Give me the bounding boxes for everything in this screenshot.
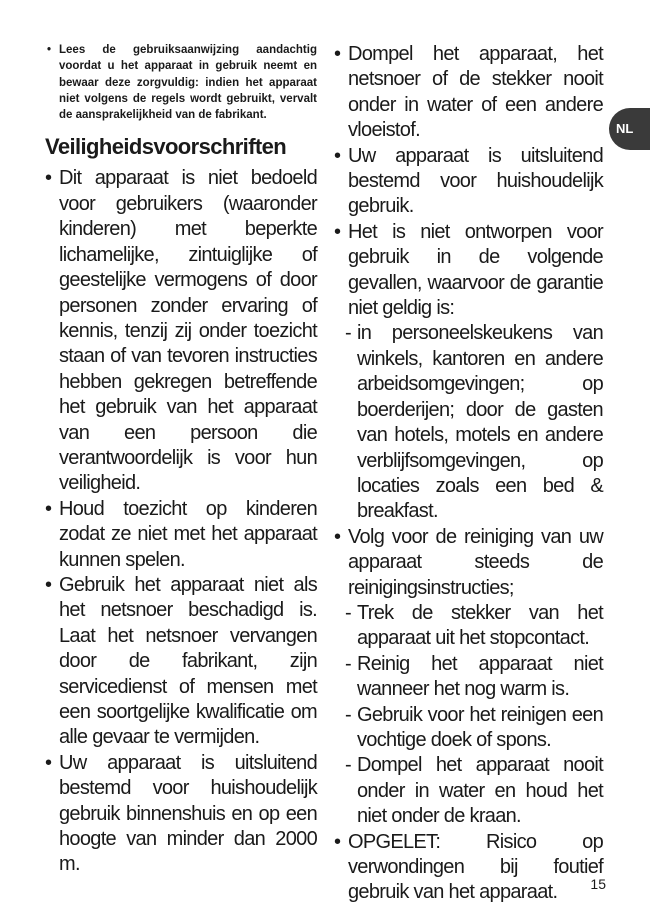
list-item: • OPGELET: Risico op verwondingen bij foutief gebruik van het apparaat. <box>334 830 603 904</box>
intro-note <box>45 42 317 123</box>
bullet-icon: • <box>334 220 341 243</box>
bullet-icon: • <box>334 43 341 65</box>
bullet-icon: • <box>47 44 52 56</box>
dash-icon: - <box>345 652 351 675</box>
bullet-icon: • <box>45 167 52 190</box>
list-item: • Gebruik het apparaat niet als het netsnoer beschadigd is. Laat het netsnoer vervangen door de fabrikant, zijn servicedienst of mensen met een soortgelijke kwalificatie om alle gevaar te vermijden. <box>45 573 317 749</box>
bullet-icon: • <box>334 830 341 853</box>
dash-icon: - <box>345 754 351 777</box>
dash-icon: - <box>345 703 351 726</box>
sub-list-item: - in personeelskeukens van winkels, kantoren en andere arbeidsomgevingen; op boerderijen; door de gasten van hotels, motels en andere verblijfsomgevingen, op locaties zoals een bed & breakfast. <box>345 322 603 523</box>
sub-list-item: - Dompel het apparaat nooit onder in water en houd het niet onder de kraan. <box>345 754 603 828</box>
right-column <box>334 42 603 906</box>
sub-list-item: - Gebruik voor het reinigen een vochtige doek of spons. <box>345 703 603 751</box>
sub-list-item: - Reinig het apparaat niet wanneer het nog warm is. <box>345 652 603 701</box>
dash-icon: - <box>345 322 351 345</box>
list-item: • Dit apparaat is niet bedoeld voor gebruikers (waaronder kinderen) met beperkte lichamelijke, zintuiglijke of geestelijke vermogens of door personen zonder ervaring of kennis, tenzij zij onder toezicht staan of van tevoren instructies hebben gekregen betreffende het gebruik van het apparaat van een persoon die verantwoordelijk is voor hun veiligheid. <box>45 167 317 495</box>
left-column <box>45 42 317 878</box>
bullet-icon: • <box>45 573 52 596</box>
sub-list <box>345 601 603 830</box>
list-item: • Houd toezicht op kinderen zodat ze niet met het apparaat kunnen spelen. <box>45 497 317 571</box>
sub-list <box>345 321 603 524</box>
page-number: 15 <box>590 876 606 892</box>
language-tab: NL <box>609 108 650 150</box>
safety-list-left <box>45 166 317 877</box>
list-item: • Dompel het apparaat, het netsnoer of de stekker nooit onder in water of een andere vloeistof. <box>334 43 603 142</box>
list-item: • Het is niet ontworpen voor gebruik in de volgende gevallen, waarvoor de garantie niet geldig is: - in personeelskeukens van winkels, kantoren en andere arbeidsomgevingen; op boerderijen; door de gasten van hotels, motels en andere verblijfsomgevingen, op locaties zoals een bed & breakfast. <box>334 220 603 525</box>
bullet-icon: • <box>45 497 52 520</box>
bullet-icon: • <box>45 751 52 774</box>
sub-list-item: - Trek de stekker van het apparaat uit het stopcontact. <box>345 601 603 650</box>
safety-list-right <box>334 42 603 906</box>
intro-text: Lees de gebruiksaanwijzing aandachtig voordat u het apparaat in gebruik neemt en bewaar deze zorgvuldig: indien het apparaat niet volgens de regels wordt gebruikt, vervalt de aansprakelijkheid van de fabrikant. <box>59 44 317 122</box>
bullet-icon: • <box>334 144 341 167</box>
dash-icon: - <box>345 601 351 624</box>
list-item: • Uw apparaat is uitsluitend bestemd voor huishoudelijk gebruik. <box>334 144 603 218</box>
section-heading: Veiligheidsvoorschriften <box>45 134 287 160</box>
bullet-icon: • <box>334 525 341 548</box>
list-item: • Volg voor de reiniging van uw apparaat steeds de reinigingsinstructies; - Trek de stekker van het apparaat uit het stopcontact. - Reinig het apparaat niet wanneer het nog warm is. - Gebruik voor het reinigen een vochtige doek of spons. - Dompel het apparaat nooit onder in water en houd het niet onder de kraan. <box>334 525 603 830</box>
list-item: • Uw apparaat is uitsluitend bestemd voor huishoudelijk gebruik binnenshuis en op een hoogte van minder dan 2000 m. <box>45 751 317 876</box>
